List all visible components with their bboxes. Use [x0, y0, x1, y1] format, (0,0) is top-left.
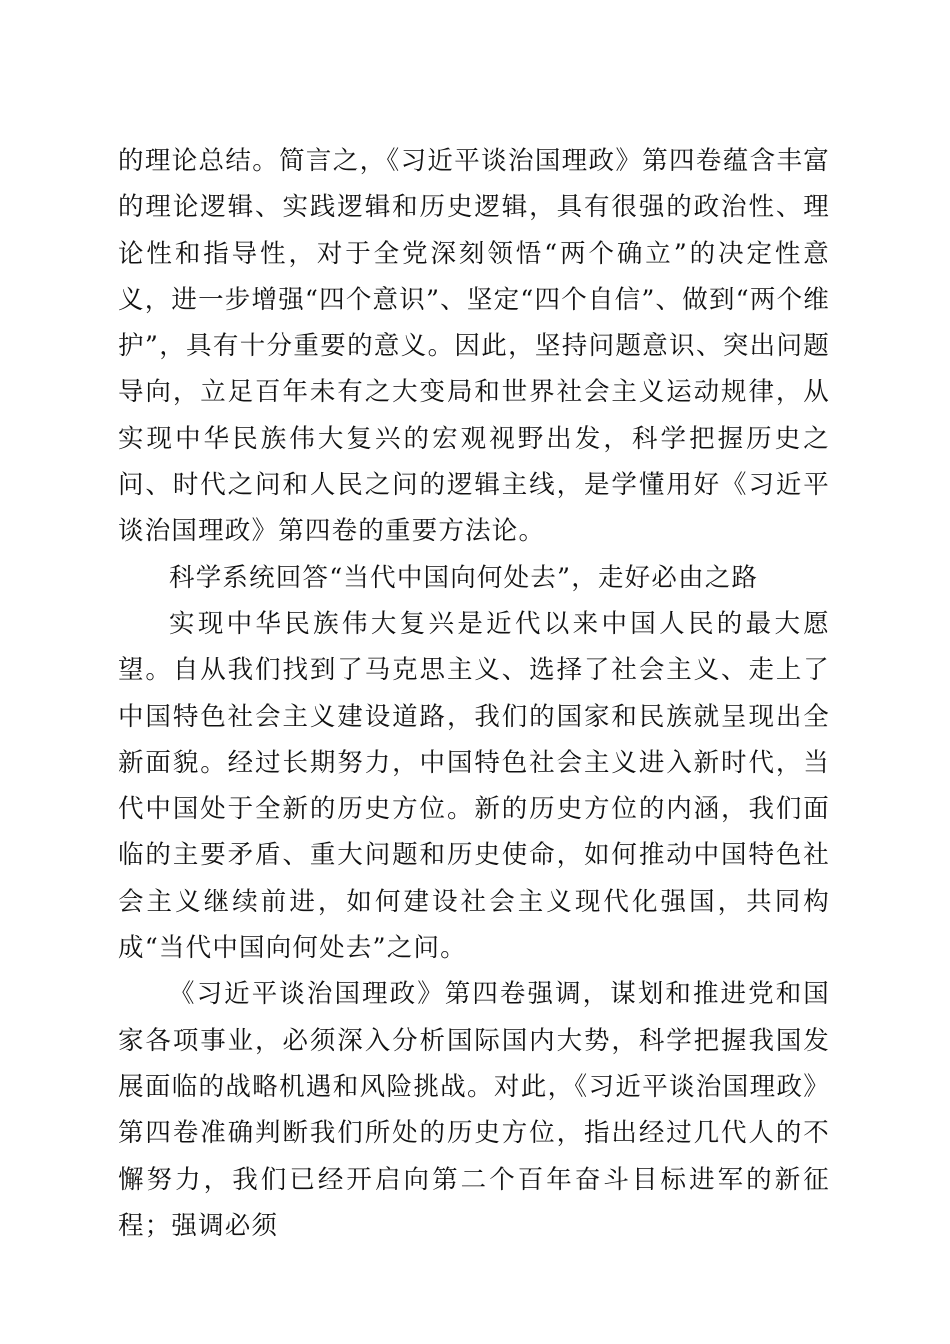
document-body	[118, 138, 830, 1249]
paragraph-summary: 的理论总结。简言之，《习近平谈治国理政》第四卷蕴含丰富的理论逻辑、实践逻辑和历史逻辑，具有很强的政治性、理论性和指导性，对于全党深刻领悟“两个确立”的决定性意义，进一步增强“四个意识”、坚定“四个自信”、做到“两个维护”，具有十分重要的意义。因此，坚持问题意识、突出问题导向，立足百年未有之大变局和世界社会主义运动规律，从实现中华民族伟大复兴的宏观视野出发，科学把握历史之问、时代之问和人民之问的逻辑主线，是学懂用好《习近平谈治国理政》第四卷的重要方法论。	[118, 146, 830, 547]
section-heading: 科学系统回答“当代中国向何处去”，走好必由之路	[169, 562, 759, 593]
paragraph-rejuvenation: 实现中华民族伟大复兴是近代以来中国人民的最大愿望。自从我们找到了马克思主义、选择了社会主义、走上了中国特色社会主义建设道路，我们的国家和民族就呈现出全新面貌。经过长期努力，中国特色社会主义进入新时代，当代中国处于全新的历史方位。新的历史方位的内涵，我们面临的主要矛盾、重大问题和历史使命，如何推动中国特色社会主义继续前进，如何建设社会主义现代化强国，共同构成“当代中国向何处去”之问。	[118, 608, 830, 964]
paragraph-fourth-volume: 《习近平谈治国理政》第四卷强调，谋划和推进党和国家各项事业，必须深入分析国际国内大势，科学把握我国发展面临的战略机遇和风险挑战。对此，《习近平谈治国理政》第四卷准确判断我们所处的历史方位，指出经过几代人的不懈努力，我们已经开启向第二个百年奋斗目标进军的新征程；强调必须	[118, 979, 830, 1241]
